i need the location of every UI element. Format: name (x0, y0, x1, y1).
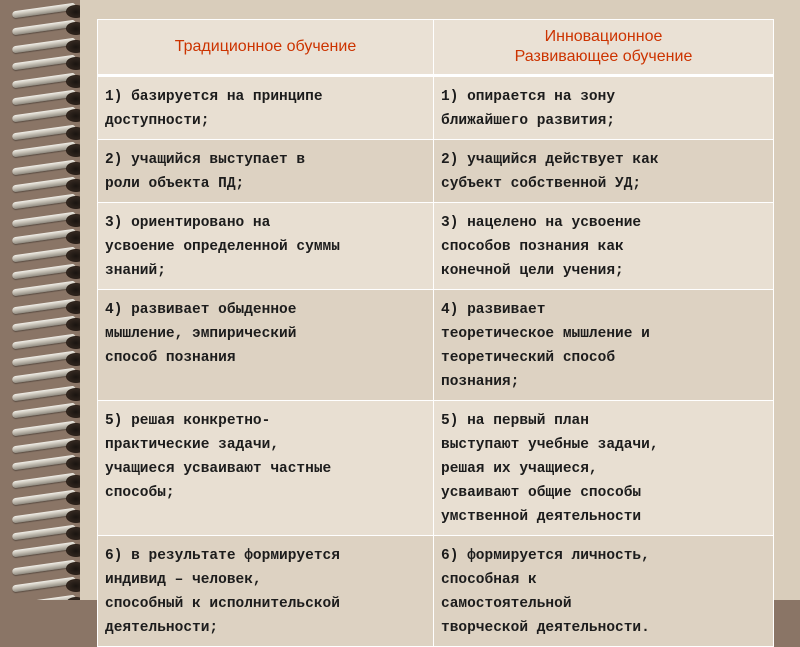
spiral-coil (6, 161, 86, 174)
spiral-coil (6, 178, 86, 191)
spiral-coil (6, 387, 86, 400)
innovative-cell: 1) опирается на зону ближайшего развития; (434, 76, 774, 140)
innovative-cell: 2) учащийся действует как субъект собственной УД; (434, 140, 774, 203)
spiral-coil (6, 335, 86, 348)
innovative-cell: 6) формируется личность, способная к самостоятельной творческой деятельности. (434, 536, 774, 647)
innovative-cell: 5) на первый план выступают учебные задачи, решая их учащиеся, усваивают общие способы умственной деятельности (434, 401, 774, 536)
table-row (98, 140, 774, 203)
spiral-coil (6, 282, 86, 295)
spiral-coil (6, 404, 86, 417)
spiral-coil (6, 300, 86, 313)
spiral-coil (6, 491, 86, 504)
table-header-row (98, 20, 774, 76)
spiral-coil (6, 578, 86, 591)
traditional-cell: 5) решая конкретно- практические задачи, учащиеся усваивают частные способы; (98, 401, 434, 536)
traditional-cell: 2) учащийся выступает в роли объекта ПД; (98, 140, 434, 203)
spiral-coil (6, 543, 86, 556)
spiral-coil (6, 456, 86, 469)
spiral-coil (6, 21, 86, 34)
table-row (98, 76, 774, 140)
spiral-coil (6, 195, 86, 208)
spiral-coil (6, 474, 86, 487)
traditional-cell: 3) ориентировано на усвоение определенной суммы знаний; (98, 203, 434, 290)
spiral-coil (6, 248, 86, 261)
spiral-coil (6, 596, 86, 600)
traditional-cell: 4) развивает обыденное мышление, эмпирический способ познания (98, 290, 434, 401)
spiral-coil (6, 39, 86, 52)
table-row (98, 203, 774, 290)
comparison-table (97, 19, 774, 647)
spiral-coil (6, 230, 86, 243)
spiral-coil (6, 143, 86, 156)
spiral-coil (6, 422, 86, 435)
spiral-coil (6, 561, 86, 574)
spiral-coil (6, 213, 86, 226)
traditional-cell: 1) базируется на принципе доступности; (98, 76, 434, 140)
spiral-coil (6, 74, 86, 87)
spiral-coil (6, 4, 86, 17)
spiral-coil (6, 352, 86, 365)
innovative-cell: 4) развивает теоретическое мышление и теоретический способ познания; (434, 290, 774, 401)
header-traditional: Традиционное обучение (98, 20, 434, 76)
spiral-coil (6, 439, 86, 452)
spiral-coil (6, 126, 86, 139)
spiral-coil (6, 526, 86, 539)
spiral-coil (6, 509, 86, 522)
table-row (98, 536, 774, 647)
spiral-coil (6, 91, 86, 104)
spiral-coil (6, 56, 86, 69)
spiral-coil (6, 369, 86, 382)
header-innovative: Инновационное Развивающее обучение (434, 20, 774, 76)
spiral-coil (6, 108, 86, 121)
table-row (98, 401, 774, 536)
traditional-cell: 6) в результате формируется индивид – человек, способный к исполнительской деятельности; (98, 536, 434, 647)
spiral-coil (6, 265, 86, 278)
innovative-cell: 3) нацелено на усвоение способов познания как конечной цели учения; (434, 203, 774, 290)
spiral-coil (6, 317, 86, 330)
table-row (98, 290, 774, 401)
